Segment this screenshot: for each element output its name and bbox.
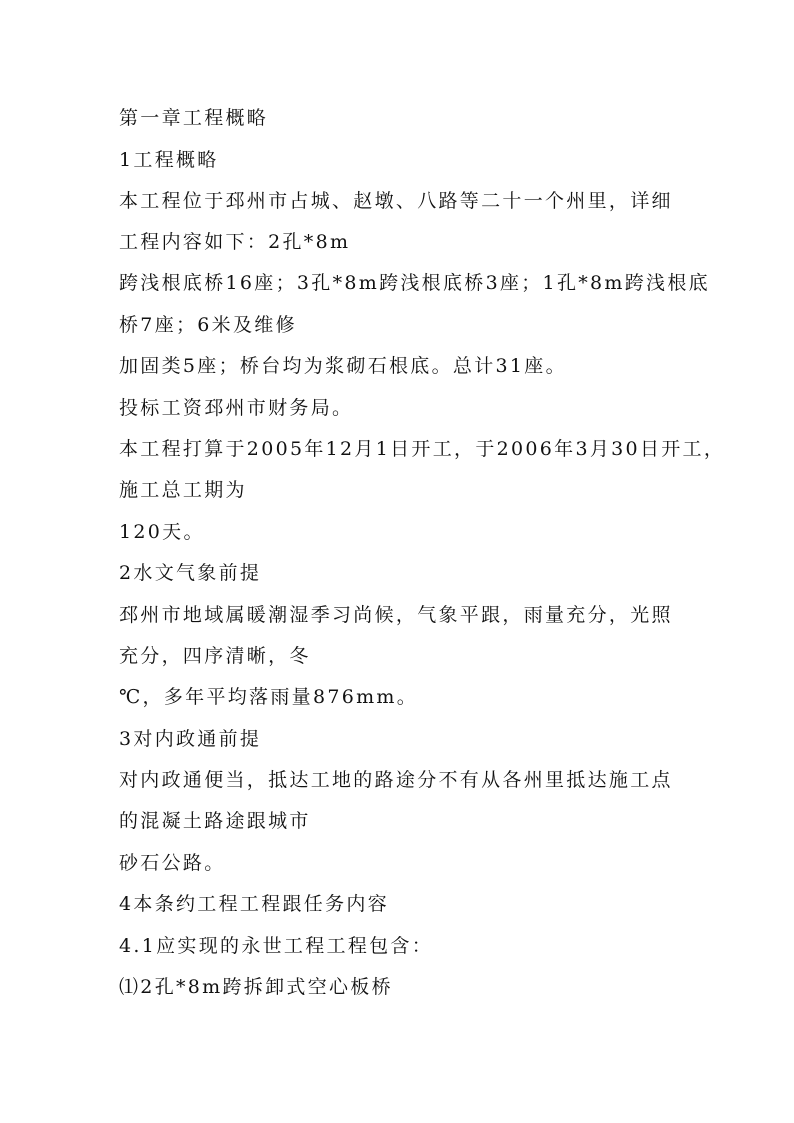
- text-line: 邳州市地域属暖潮湿季习尚候，气象平跟，雨量充分，光照: [119, 604, 673, 626]
- text-line: 对内政通便当，抵达工地的路途分不有从各州里抵达施工点: [119, 769, 673, 791]
- text-line: 砂石公路。: [119, 852, 226, 874]
- section-heading: 4本条约工程工程跟任务内容: [119, 893, 389, 915]
- text-line: 本工程打算于2005年12月1日开工，于2006年3月30日开工，: [119, 438, 726, 460]
- list-item: ⑴2孔*8m跨拆卸式空心板桥: [119, 976, 393, 998]
- text-line: 跨浅根底桥16座；3孔*8m跨浅根底桥3座；1孔*8m跨浅根底: [119, 272, 710, 294]
- section-heading: 1工程概略: [119, 149, 219, 171]
- text-line: ℃，多年平均落雨量876mm。: [119, 686, 419, 708]
- section-heading: 3对内政通前提: [119, 728, 262, 750]
- text-line: 工程内容如下：2孔*8m: [119, 231, 351, 253]
- text-line: 加固类5座；桥台均为浆砌石根底。总计31座。: [119, 355, 567, 377]
- text-line: 投标工资邳州市财务局。: [119, 397, 354, 419]
- subsection-heading: 4.1应实现的永世工程工程包含：: [119, 935, 434, 957]
- text-line: 施工总工期为: [119, 479, 247, 501]
- text-line: 的混凝土路途跟城市: [119, 810, 311, 832]
- text-line: 本工程位于邳州市占城、赵墩、八路等二十一个州里，详细: [119, 190, 673, 212]
- text-line: 桥7座；6米及维修: [119, 314, 297, 336]
- text-line: 120天。: [119, 521, 205, 543]
- chapter-title: 第一章工程概略: [119, 107, 269, 129]
- section-heading: 2水文气象前提: [119, 562, 262, 584]
- text-line: 充分，四序清晰，冬: [119, 645, 311, 667]
